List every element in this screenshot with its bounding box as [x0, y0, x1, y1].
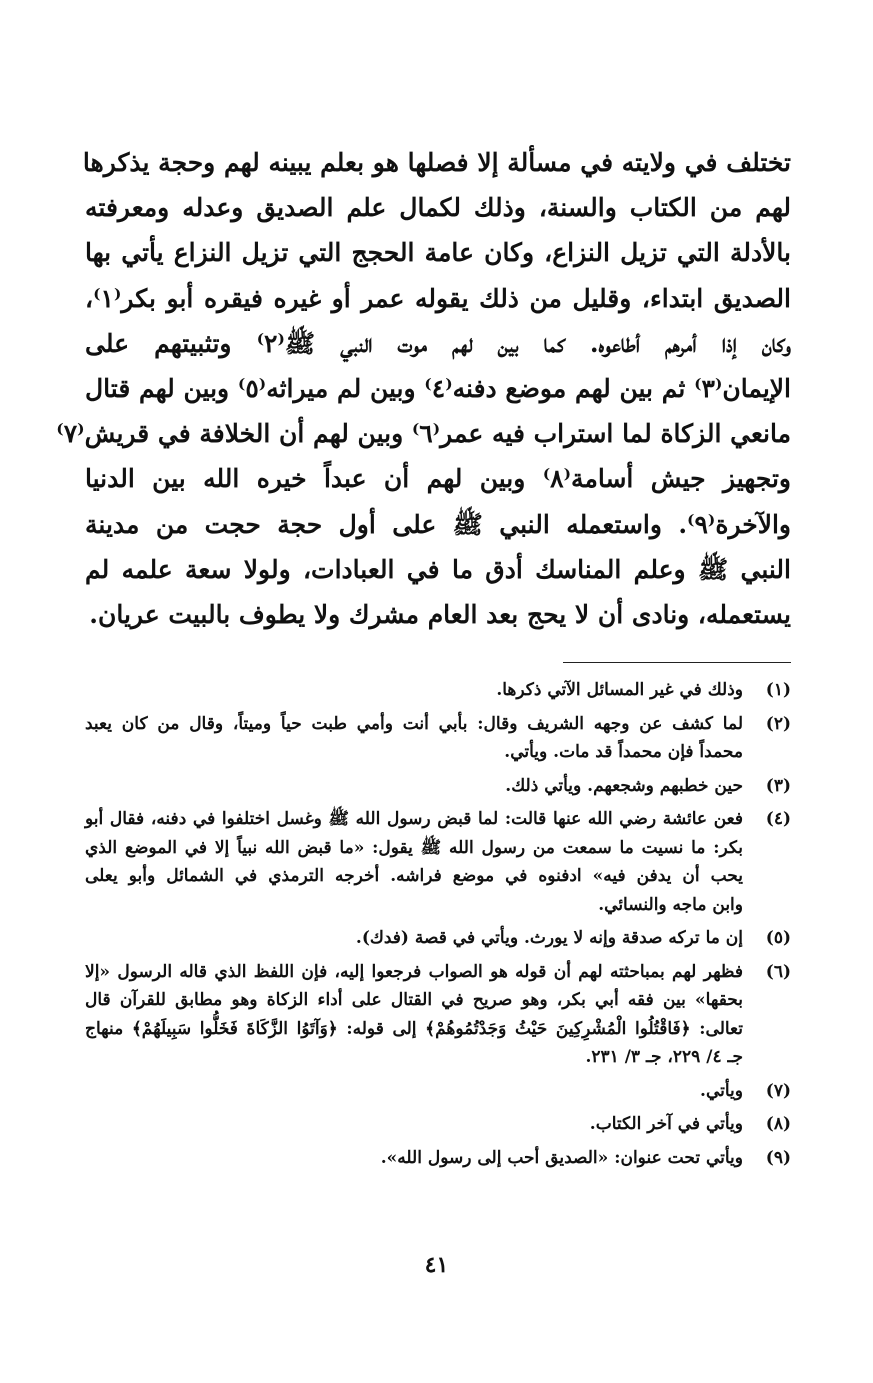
footnote-line: فظهر لهم بمباحثته لهم أن قوله هو الصواب فرجعوا إليه، فإن اللفظ الذي قاله الرسول «إلا	[85, 961, 743, 982]
footnote	[85, 676, 791, 705]
footnote-line: جـ ٤/ ٢٢٩، جـ ٣/ ٢٣١.	[585, 1047, 743, 1067]
footnote-line: يحب أن يدفن فيه» ادفنوه في موضع فراشه. أخرجه الترمذي في الشمائل وأبو يعلى	[85, 866, 743, 886]
footnote-line: بكر: ما نسيت ما سمعت من رسول الله ﷺ يقول: «ما قبض الله نبياً إلا في الموضع الذي	[85, 837, 743, 858]
footnote-number: (٤)	[765, 809, 791, 829]
footnote	[85, 1077, 791, 1106]
footnote-text	[85, 805, 743, 919]
footnote	[85, 958, 791, 1072]
body-line: يستعمله، ونادى أن لا يحج بعد العام مشرك ولا يطوف بالبيت عريان.	[89, 600, 791, 630]
footnote-line: ويأتي في آخر الكتاب.	[589, 1114, 743, 1134]
footnote-line: بحقها» بين فقه أبي بكر، وهو صريح في القتال على أداء الزكاة وهو مطابق للقرآن قال	[85, 990, 743, 1010]
page-number: ٤١	[424, 1252, 449, 1278]
body-line: وكان إذا أمرهم أطاعوه. كما بين لهم موت النبي ﷺ⁽٢⁾ وتثبيتهم على	[85, 328, 791, 358]
footnote-line: وذلك في غير المسائل الآتي ذكرها.	[496, 680, 743, 700]
body-line: وتجهيز جيش أسامة⁽٨⁾ وبين لهم أن عبداً خيره الله بين الدنيا	[85, 464, 791, 494]
footnote-number: (١)	[765, 680, 791, 700]
footnote	[85, 1144, 791, 1173]
footnote-number: (٣)	[765, 775, 791, 796]
body-line: تختلف في ولايته في مسألة إلا فصلها هو بعلم يبينه لهم وحجة يذكرها	[82, 148, 791, 177]
footnotes-list	[85, 676, 791, 1177]
footnote-number: (٢)	[765, 713, 791, 734]
footnote-line: محمداً فإن محمداً قد مات. ويأتي.	[504, 742, 743, 762]
body-line: لهم من الكتاب والسنة، وذلك لكمال علم الصديق وعدله ومعرفته	[85, 193, 791, 223]
footnote-line: وابن ماجه والنسائي.	[598, 894, 743, 915]
footnote	[85, 710, 791, 767]
footnote-separator	[563, 662, 791, 663]
footnote-text	[85, 1077, 743, 1106]
footnote-line: لما كشف عن وجهه الشريف وقال: بأبي أنت وأمي طبت حياً وميتاً، وقال من كان يعبد	[85, 713, 743, 734]
footnote-line: ويأتي تحت عنوان: «الصديق أحب إلى رسول الله».	[380, 1147, 743, 1168]
body-line: الصديق ابتداء، وقليل من ذلك يقوله عمر أو غيره فيقره أبو بكر⁽١⁾،	[85, 283, 791, 313]
footnote	[85, 924, 791, 953]
footnote-line: حين خطبهم وشجعهم. ويأتي ذلك.	[505, 775, 743, 796]
body-line: الإيمان⁽٣⁾ ثم بين لهم موضع دفنه⁽٤⁾ وبين لم ميراثه⁽٥⁾ وبين لهم قتال	[85, 374, 792, 404]
footnote-line: إن ما تركه صدقة وإنه لا يورث. ويأتي في قصة (فدك).	[355, 928, 743, 948]
footnote-text	[85, 710, 743, 767]
body-line: بالأدلة التي تزيل النزاع، وكان عامة الحجج التي تزيل النزاع يأتي بها	[85, 238, 791, 268]
footnote	[85, 772, 791, 801]
footnote-number: (٧)	[765, 1080, 791, 1101]
footnote-number: (٥)	[765, 928, 791, 948]
body-line: مانعي الزكاة لما استراب فيه عمر⁽٦⁾ وبين لهم أن الخلافة في قريش⁽٧⁾	[56, 419, 791, 449]
footnote	[85, 805, 791, 919]
footnote	[85, 1110, 791, 1139]
main-body-text	[56, 140, 792, 637]
footnote-text	[85, 1144, 743, 1173]
footnote-line: فعن عائشة رضي الله عنها قالت: لما قبض رسول الله ﷺ وغسل اختلفوا في دفنه، فقال أبو	[85, 809, 743, 829]
footnote-text	[85, 924, 743, 953]
footnote-text	[85, 958, 743, 1072]
footnote-text	[85, 1110, 743, 1139]
footnote-number: (٩)	[765, 1147, 791, 1168]
footnote-number: (٦)	[765, 961, 791, 982]
body-line: والآخرة⁽٩⁾. واستعمله النبي ﷺ على أول حجة حجت من مدينة	[85, 509, 791, 539]
footnote-text	[85, 772, 743, 801]
footnote-line: ويأتي.	[700, 1080, 743, 1101]
footnote-line: تعالى: ﴿فَاقْتُلُوا الْمُشْرِكِينَ حَيْثُ وَجَدْتُمُوهُمْ﴾ إلى قوله: ﴿وَآتَوُا الزَّكَاةَ فَخَلُّوا سَبِيلَهُمْ﴾ منهاج	[85, 1018, 743, 1039]
footnote-number: (٨)	[765, 1114, 791, 1134]
footnote-text	[85, 676, 743, 705]
body-line: النبي ﷺ وعلم المناسك أدق ما في العبادات، ولولا سعة علمه لم	[85, 554, 791, 584]
